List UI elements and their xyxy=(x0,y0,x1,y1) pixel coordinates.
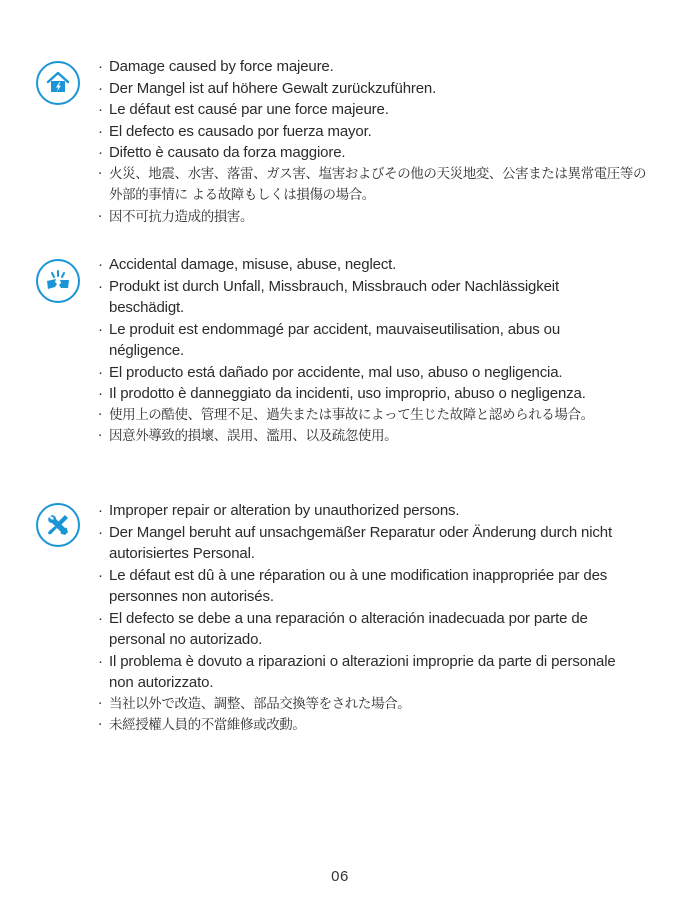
bullet: · xyxy=(98,695,102,712)
bullet: · xyxy=(98,144,103,161)
list-item: · Improper repair or alteration by unauthorized persons. xyxy=(98,500,658,522)
list-item: · Der Mangel beruht auf unsachgemäßer Reparatur oder Änderung durch nicht autorisiertes Personal. xyxy=(98,523,612,562)
bullet: · xyxy=(98,165,102,182)
page-number: 06 xyxy=(331,868,349,885)
bullet: · xyxy=(98,406,102,423)
list-item: · 使用上の酷使、管理不足、過失または事故によって生じた故障と認められる場合。 xyxy=(98,405,664,427)
list-item: · Damage caused by force majeure. xyxy=(98,56,658,78)
bullet: · xyxy=(98,652,103,670)
bullet: · xyxy=(98,79,103,97)
list-item: · 未經授權人員的不當維修或改動。 xyxy=(98,715,658,737)
bullet: · xyxy=(98,502,103,519)
list-item: · Produkt ist durch Unfall, Missbrauch, Missbrauch oder Nachlässigkeit beschädigt. xyxy=(98,277,559,316)
bullet: · xyxy=(98,609,103,627)
list-item: · Le défaut est causé par une force majeure. xyxy=(98,99,658,121)
list-item: · 当社以外で改造、調整、部品交換等をされた場合。 xyxy=(98,694,658,716)
bullet: · xyxy=(98,363,103,381)
clause-list xyxy=(98,56,658,228)
clause-list xyxy=(98,500,658,737)
bullet: · xyxy=(98,208,102,225)
bullet: · xyxy=(98,277,103,295)
list-item: · El producto está dañado por accidente, mal uso, abuso o negligencia. xyxy=(98,362,658,384)
bullet: · xyxy=(98,428,102,444)
list-item: · Der Mangel ist auf höhere Gewalt zurückzuführen. xyxy=(98,78,658,100)
clause-list xyxy=(98,254,658,448)
list-item: · Difetto è causato da forza maggiore. xyxy=(98,142,658,164)
list-item: · 因不可抗力造成的損害。 xyxy=(98,207,658,229)
list-item: · Le produit est endommagé par accident, mauvaiseutilisation, abus ou négligence. xyxy=(98,320,561,359)
bullet: · xyxy=(98,385,103,402)
list-item: · Il prodotto è danneggiato da incidenti, uso improprio, abuso o negligenza. xyxy=(98,383,658,405)
bullet: · xyxy=(98,320,103,338)
bullet: · xyxy=(98,717,102,733)
list-item: · El defecto es causado por fuerza mayor. xyxy=(98,121,658,143)
bullet: · xyxy=(98,122,103,140)
list-item: · Le défaut est dû à une réparation ou à une modification inappropriée par des personnes non autorisés. xyxy=(98,566,608,605)
house-lightning-icon xyxy=(36,61,80,105)
bullet: · xyxy=(98,256,103,273)
list-item: · El defecto se debe a una reparación o alteración inadecuada por parte de personal no autorizado. xyxy=(98,609,588,648)
wrench-screwdriver-icon xyxy=(36,503,80,547)
bullet: · xyxy=(98,523,103,541)
list-item: · 因意外導致的損壞、誤用、濫用、以及疏忽使用。 xyxy=(98,426,658,448)
broken-device-icon xyxy=(36,259,80,303)
bullet: · xyxy=(98,566,103,584)
bullet: · xyxy=(98,58,103,75)
list-item: · Accidental damage, misuse, abuse, neglect. xyxy=(98,254,658,276)
bullet: · xyxy=(98,101,103,118)
list-item: · Il problema è dovuto a riparazioni o alterazioni improprie da parte di personale non autorizzato. xyxy=(98,652,616,691)
list-item: · 火災、地震、水害、落雷、ガス害、塩害およびその他の天災地変、公害または異常電圧等の外部的事情に よる故障もしくは損傷の場合。 xyxy=(98,165,647,203)
